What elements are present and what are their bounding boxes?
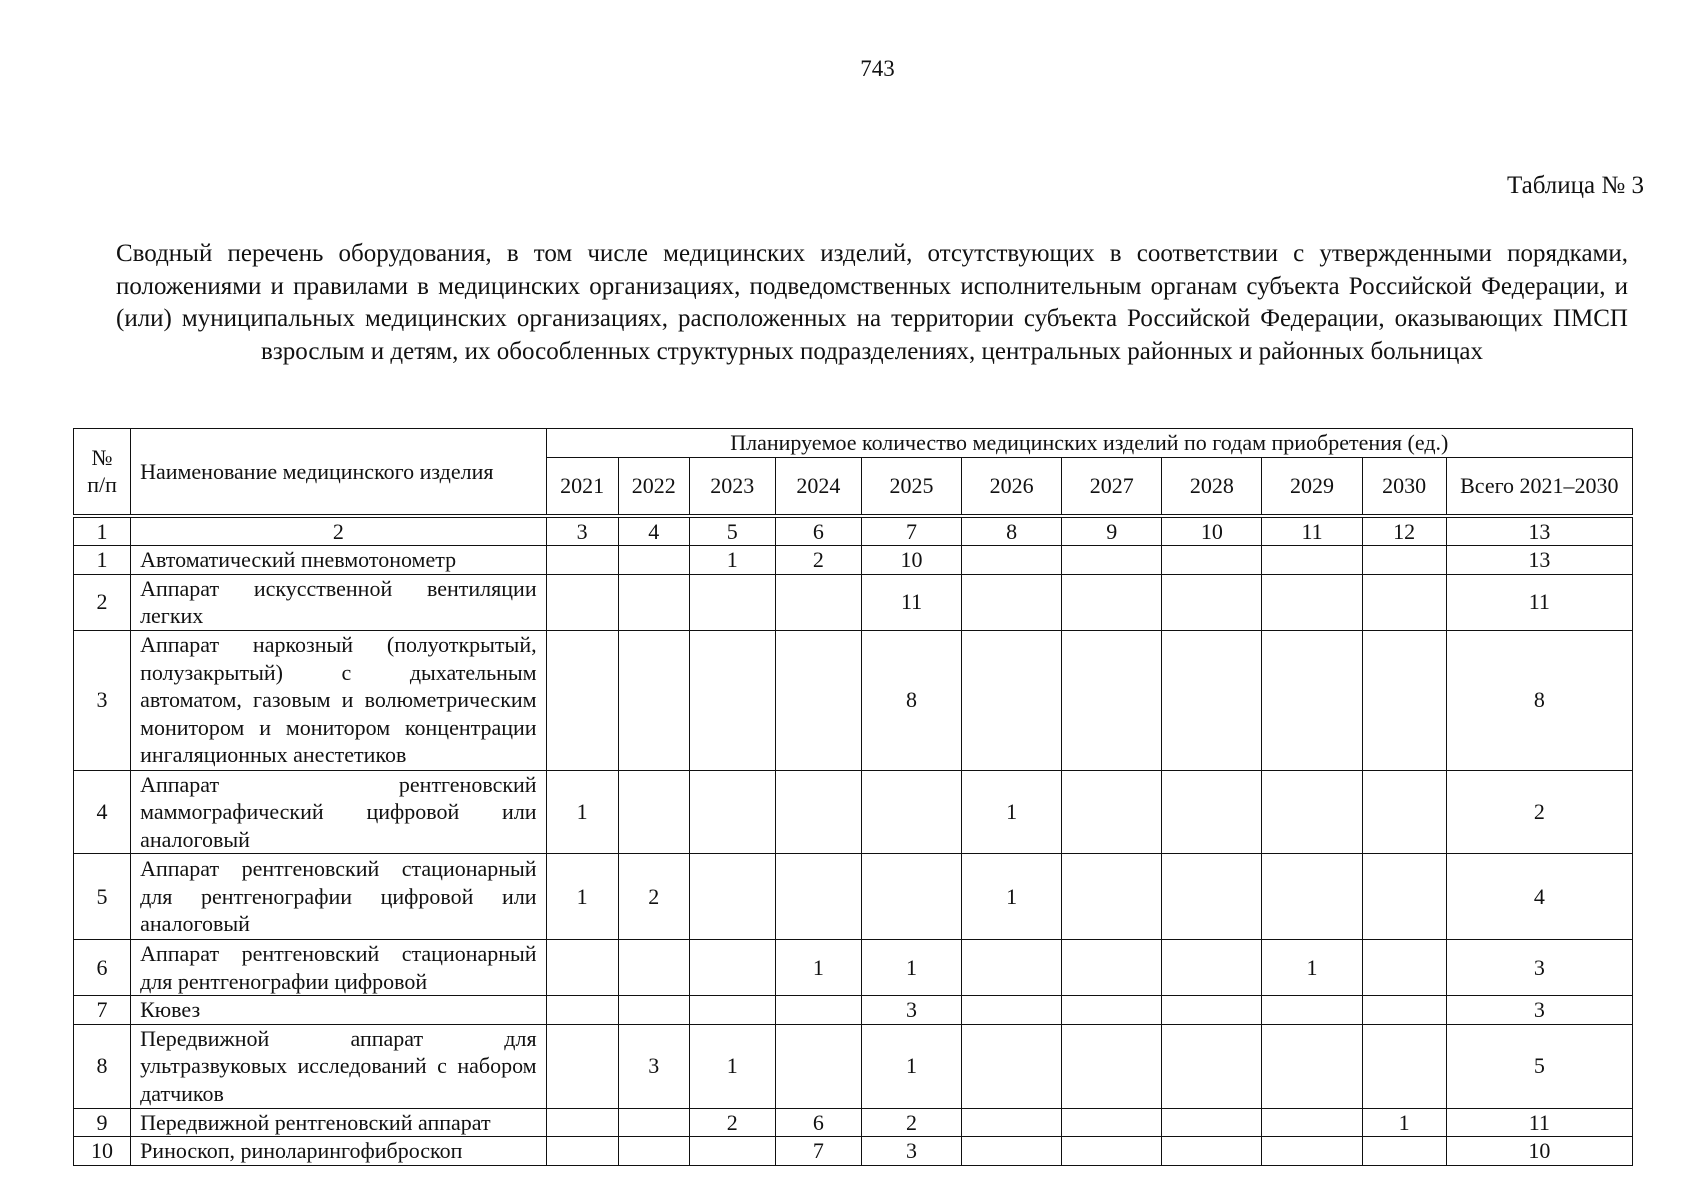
column-number: 10 — [1162, 516, 1262, 546]
total-cell: 4 — [1446, 854, 1632, 940]
table-row — [74, 546, 1633, 575]
table-row — [74, 770, 1633, 854]
quantity-cell — [1262, 574, 1362, 630]
header-year: 2021 — [546, 457, 618, 516]
quantity-cell — [1362, 996, 1446, 1025]
row-number: 1 — [74, 546, 131, 575]
header-name: Наименование медицинского изделия — [131, 429, 547, 516]
quantity-cell — [1062, 546, 1162, 575]
quantity-cell: 2 — [689, 1108, 775, 1137]
quantity-cell — [1262, 1137, 1362, 1166]
quantity-cell: 2 — [775, 546, 861, 575]
header-year: 2026 — [962, 457, 1062, 516]
row-number: 2 — [74, 574, 131, 630]
table-row — [74, 996, 1633, 1025]
quantity-cell — [546, 574, 618, 630]
total-cell: 13 — [1446, 546, 1632, 575]
column-number: 8 — [962, 516, 1062, 546]
quantity-cell — [1362, 630, 1446, 770]
column-numbers-row — [74, 516, 1633, 546]
total-cell: 10 — [1446, 1137, 1632, 1166]
table-header-row — [74, 429, 1633, 458]
column-number: 4 — [618, 516, 689, 546]
quantity-cell: 1 — [689, 1024, 775, 1108]
header-year: 2025 — [861, 457, 961, 516]
quantity-cell — [546, 1024, 618, 1108]
equipment-table — [73, 428, 1633, 1166]
header-year: 2030 — [1362, 457, 1446, 516]
quantity-cell: 10 — [861, 546, 961, 575]
column-number: 7 — [861, 516, 961, 546]
header-year: 2028 — [1162, 457, 1262, 516]
row-number: 5 — [74, 854, 131, 940]
quantity-cell — [962, 574, 1062, 630]
device-name: Аппарат рентгеновский стационарный для рентгенографии цифровой или аналоговый — [131, 854, 547, 940]
quantity-cell — [1162, 630, 1262, 770]
quantity-cell — [1162, 854, 1262, 940]
quantity-cell — [1262, 630, 1362, 770]
quantity-cell — [962, 1137, 1062, 1166]
row-number: 9 — [74, 1108, 131, 1137]
column-number: 12 — [1362, 516, 1446, 546]
row-number: 3 — [74, 630, 131, 770]
quantity-cell — [618, 1137, 689, 1166]
total-cell: 5 — [1446, 1024, 1632, 1108]
quantity-cell — [1262, 770, 1362, 854]
column-number: 9 — [1062, 516, 1162, 546]
row-number: 8 — [74, 1024, 131, 1108]
table-row — [74, 1024, 1633, 1108]
quantity-cell — [1162, 770, 1262, 854]
quantity-cell — [1362, 546, 1446, 575]
quantity-cell — [689, 770, 775, 854]
device-name: Кювез — [131, 996, 547, 1025]
quantity-cell — [689, 1137, 775, 1166]
quantity-cell — [618, 996, 689, 1025]
quantity-cell: 1 — [962, 770, 1062, 854]
header-year: 2024 — [775, 457, 861, 516]
quantity-cell — [1162, 996, 1262, 1025]
device-name: Аппарат рентгеновский стационарный для рентгенографии цифровой — [131, 940, 547, 996]
device-name: Риноскоп, риноларингофиброскоп — [131, 1137, 547, 1166]
device-name: Аппарат искусственной вентиляции легких — [131, 574, 547, 630]
column-number: 6 — [775, 516, 861, 546]
quantity-cell — [861, 854, 961, 940]
quantity-cell: 7 — [775, 1137, 861, 1166]
quantity-cell — [1262, 546, 1362, 575]
quantity-cell: 1 — [1262, 940, 1362, 996]
total-cell: 3 — [1446, 996, 1632, 1025]
quantity-cell: 1 — [861, 1024, 961, 1108]
quantity-cell: 1 — [1362, 1108, 1446, 1137]
quantity-cell — [1162, 940, 1262, 996]
quantity-cell — [1062, 854, 1162, 940]
quantity-cell — [1162, 546, 1262, 575]
quantity-cell — [962, 546, 1062, 575]
quantity-cell — [618, 546, 689, 575]
quantity-cell: 1 — [962, 854, 1062, 940]
column-number: 11 — [1262, 516, 1362, 546]
quantity-cell — [689, 854, 775, 940]
quantity-cell — [546, 1137, 618, 1166]
quantity-cell — [1062, 574, 1162, 630]
quantity-cell — [1362, 1024, 1446, 1108]
column-number: 5 — [689, 516, 775, 546]
quantity-cell — [618, 630, 689, 770]
quantity-cell — [546, 996, 618, 1025]
quantity-cell — [618, 770, 689, 854]
table-row — [74, 854, 1633, 940]
quantity-cell: 11 — [861, 574, 961, 630]
quantity-cell — [962, 1024, 1062, 1108]
quantity-cell — [962, 996, 1062, 1025]
quantity-cell — [962, 630, 1062, 770]
quantity-cell — [775, 770, 861, 854]
quantity-cell — [775, 574, 861, 630]
quantity-cell: 1 — [689, 546, 775, 575]
total-cell: 11 — [1446, 574, 1632, 630]
quantity-cell — [1162, 574, 1262, 630]
column-number: 1 — [74, 516, 131, 546]
quantity-cell: 3 — [618, 1024, 689, 1108]
total-cell: 8 — [1446, 630, 1632, 770]
quantity-cell: 1 — [546, 770, 618, 854]
quantity-cell: 2 — [618, 854, 689, 940]
quantity-cell — [861, 770, 961, 854]
device-name: Автоматический пневмотонометр — [131, 546, 547, 575]
quantity-cell — [1062, 770, 1162, 854]
quantity-cell — [546, 1108, 618, 1137]
quantity-cell: 8 — [861, 630, 961, 770]
device-name: Передвижной рентгеновский аппарат — [131, 1108, 547, 1137]
document-title: Сводный перечень оборудования, в том числе медицинских изделий, отсутствующих в соответствии с утвержденными порядками, положениями и правилами в медицинских организациях, подведомственных исполнительным органам субъекта Российской Федерации, и (или) муниципальных медицинских организациях, расположенных на территории субъекта Российской Федерации, оказывающих ПМСП взрослым и детям, их обособленных структурных подразделениях, центральных районных и районных больницах — [116, 240, 1628, 365]
device-name: Аппарат рентгеновский маммографический цифровой или аналоговый — [131, 770, 547, 854]
table-row — [74, 574, 1633, 630]
quantity-cell: 3 — [861, 1137, 961, 1166]
header-num: № п/п — [74, 429, 131, 516]
row-number: 7 — [74, 996, 131, 1025]
quantity-cell: 1 — [546, 854, 618, 940]
quantity-cell — [1262, 1024, 1362, 1108]
header-year: 2029 — [1262, 457, 1362, 516]
quantity-cell — [1062, 630, 1162, 770]
quantity-cell: 1 — [861, 940, 961, 996]
quantity-cell — [546, 546, 618, 575]
quantity-cell: 6 — [775, 1108, 861, 1137]
header-planned-quantity: Планируемое количество медицинских изделий по годам приобретения (ед.) — [546, 429, 1632, 458]
quantity-cell — [1362, 574, 1446, 630]
device-name: Передвижной аппарат для ультразвуковых исследований с набором датчиков — [131, 1024, 547, 1108]
header-total: Всего 2021–2030 — [1446, 457, 1632, 516]
quantity-cell — [1062, 1108, 1162, 1137]
quantity-cell — [1262, 1108, 1362, 1137]
quantity-cell — [962, 940, 1062, 996]
quantity-cell — [689, 630, 775, 770]
row-number: 6 — [74, 940, 131, 996]
table-row — [74, 630, 1633, 770]
quantity-cell — [775, 854, 861, 940]
column-number: 3 — [546, 516, 618, 546]
quantity-cell — [1362, 854, 1446, 940]
quantity-cell — [618, 574, 689, 630]
quantity-cell — [1062, 996, 1162, 1025]
quantity-cell — [689, 940, 775, 996]
table-label: Таблица № 3 — [1506, 172, 1644, 199]
quantity-cell — [618, 940, 689, 996]
quantity-cell — [546, 940, 618, 996]
quantity-cell — [1362, 940, 1446, 996]
quantity-cell — [1362, 770, 1446, 854]
quantity-cell — [1262, 854, 1362, 940]
quantity-cell — [546, 630, 618, 770]
header-year: 2027 — [1062, 457, 1162, 516]
device-name: Аппарат наркозный (полуоткрытый, полузакрытый) с дыхательным автоматом, газовым и волюметрическим монитором и монитором концентрации ингаляционных анестетиков — [131, 630, 547, 770]
quantity-cell — [962, 1108, 1062, 1137]
header-year: 2022 — [618, 457, 689, 516]
quantity-cell — [689, 996, 775, 1025]
quantity-cell — [1162, 1108, 1262, 1137]
quantity-cell — [775, 1024, 861, 1108]
quantity-cell — [1262, 996, 1362, 1025]
column-number: 2 — [131, 516, 547, 546]
table-row — [74, 1108, 1633, 1137]
quantity-cell — [1062, 940, 1162, 996]
total-cell: 3 — [1446, 940, 1632, 996]
total-cell: 2 — [1446, 770, 1632, 854]
quantity-cell — [1362, 1137, 1446, 1166]
quantity-cell — [1162, 1137, 1262, 1166]
quantity-cell — [689, 574, 775, 630]
quantity-cell: 3 — [861, 996, 961, 1025]
header-year: 2023 — [689, 457, 775, 516]
table-row — [74, 940, 1633, 996]
table-row — [74, 1137, 1633, 1166]
quantity-cell — [1162, 1024, 1262, 1108]
row-number: 4 — [74, 770, 131, 854]
quantity-cell — [1062, 1024, 1162, 1108]
row-number: 10 — [74, 1137, 131, 1166]
quantity-cell — [775, 996, 861, 1025]
page-number: 743 — [860, 56, 895, 81]
quantity-cell — [1062, 1137, 1162, 1166]
column-number: 13 — [1446, 516, 1632, 546]
quantity-cell — [618, 1108, 689, 1137]
quantity-cell — [775, 630, 861, 770]
quantity-cell: 2 — [861, 1108, 961, 1137]
total-cell: 11 — [1446, 1108, 1632, 1137]
quantity-cell: 1 — [775, 940, 861, 996]
